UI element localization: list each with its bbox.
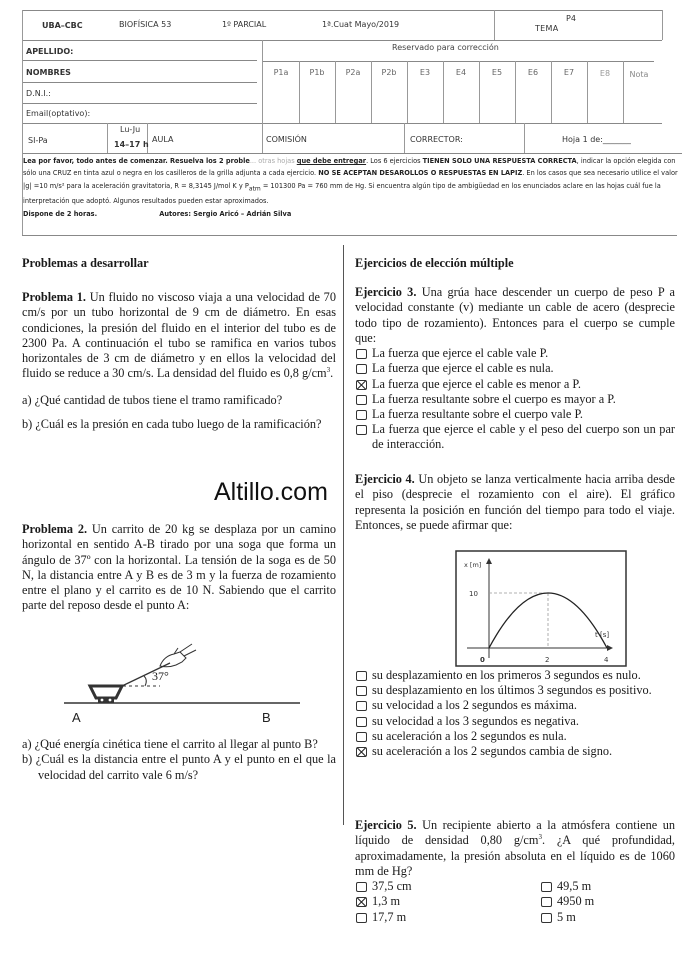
divider <box>494 10 495 40</box>
divider <box>22 103 257 104</box>
checked-box-icon[interactable] <box>356 897 367 907</box>
ej3-option-5[interactable] <box>355 407 675 422</box>
ej4-option-1[interactable] <box>355 668 675 683</box>
option-text: La fuerza resultante sobre el cuerpo es mayor a P. <box>372 391 616 406</box>
x-tick-4: 4 <box>604 656 609 664</box>
checkbox-icon[interactable] <box>356 364 367 374</box>
divider <box>22 40 662 41</box>
superscript: 3 <box>326 366 331 375</box>
ej4-option-6[interactable] <box>355 744 675 759</box>
divider <box>551 61 552 123</box>
ejercicio-4-label: Ejercicio 4. <box>355 472 415 486</box>
email-field[interactable] <box>112 106 257 122</box>
problema-2-text: Un carrito de 20 kg se desplaza por un camino horizontal en sentido A-B tirado por una soga que forma un ángulo de 37º con la horizontal. La tensión de la soga es de 50 N, la distancia entre A y B es de 3 m y la fuerza de rozamiento entre el plano y el carrito es de 10 N. Sabiendo que el carrito parte del reposo desde el punto A: <box>22 522 336 613</box>
instructions-underline: que debe entregar <box>296 157 367 165</box>
divider <box>22 82 257 83</box>
grade-col-e8: E8 <box>599 69 611 78</box>
divider <box>299 61 300 123</box>
tema-value: P4 <box>566 14 576 23</box>
divider <box>262 40 263 153</box>
option-text: su aceleración a los 2 segundos cambia de signo. <box>372 744 613 759</box>
checkbox-icon[interactable] <box>356 913 367 923</box>
x-axis-label: t [s] <box>595 631 610 639</box>
option-text: su desplazamiento en los últimos 3 segundos es positivo. <box>372 683 652 698</box>
ejercicio-4-text: Un objeto se lanza verticalmente hacia arriba desde el piso (desprecie el rozamiento con el aire). El gráfico representa la posición en función del tiempo para todo el viaje. Entonces, se puede afirmar que: <box>355 472 676 532</box>
checkbox-icon[interactable] <box>356 701 367 711</box>
checkbox-icon[interactable] <box>356 717 367 727</box>
option-text: 4950 m <box>557 894 595 909</box>
grade-col-p1b: P1b <box>309 68 325 77</box>
option-text: su velocidad a los 3 segundos es negativa. <box>372 713 579 728</box>
option-text: su velocidad a los 2 segundos es máxima. <box>372 698 577 713</box>
checkbox-icon[interactable] <box>356 349 367 359</box>
divider <box>524 123 525 153</box>
grade-col-e5: E5 <box>491 68 503 77</box>
problema-2-label: Problema 2. <box>22 522 88 536</box>
point-b-label: B <box>262 710 271 725</box>
ej4-option-2[interactable] <box>355 683 675 698</box>
instructions-no-pencil: NO SE ACEPTAN DESAROLLOS O RESPUESTAS EN LAPIZ <box>318 169 523 178</box>
ejercicio-5-text: Un recipiente abierto a la atmósfera contiene un líquido de densidad 0,80 g/cm <box>355 818 675 848</box>
point-a-label: A <box>72 710 81 725</box>
option-text: 37,5 cm <box>372 879 412 894</box>
cart-diagram <box>60 638 310 728</box>
comision-label: COMISIÓN <box>266 135 307 144</box>
y-axis-label: x [m] <box>464 561 482 569</box>
grade-col-nota: Nota <box>629 70 649 79</box>
ej5-option-6[interactable] <box>540 910 680 925</box>
days: Lu-Ju <box>120 125 141 134</box>
instructions-text: , indicar la opción elegida con sólo una CRUZ en tinta azul o negra en los casilleros de la grilla adjunta a cada ejercicio. <box>23 157 676 178</box>
checked-box-icon[interactable] <box>356 380 367 390</box>
ejercicio-3 <box>355 285 675 453</box>
ej4-option-4[interactable] <box>355 714 675 729</box>
instructions-intro: Lea por favor, todo antes de comenzar. Resuelva los 2 proble <box>23 157 250 165</box>
divider <box>407 61 408 123</box>
hours: 14–17 h <box>114 140 149 149</box>
grade-col-e4: E4 <box>455 68 467 77</box>
grade-col-e6: E6 <box>527 68 539 77</box>
grade-col-p2b: P2b <box>381 68 397 77</box>
x-tick-2: 2 <box>545 656 550 664</box>
aula-label: AULA <box>152 135 174 144</box>
checkbox-icon[interactable] <box>541 882 552 892</box>
grade-col-p1a: P1a <box>273 68 289 77</box>
punctuation: . <box>330 366 334 381</box>
divider <box>262 61 654 62</box>
column-divider <box>343 245 344 825</box>
divider <box>335 61 336 123</box>
option-text: La fuerza que ejerce el cable es nula. <box>372 361 554 376</box>
problema-2-question-b: b) ¿Cuál es la distancia entre el punto A y el punto en el que la velocidad del carrito vale 6 m/s? <box>22 752 336 782</box>
divider <box>22 10 662 11</box>
checkbox-icon[interactable] <box>356 882 367 892</box>
superscript: 3 <box>538 833 542 842</box>
divider <box>443 61 444 123</box>
ejercicio-4-options <box>355 668 675 759</box>
dni-field[interactable] <box>82 85 257 101</box>
duration: Dispone de 2 horas. <box>23 209 98 218</box>
option-text: La fuerza que ejerce el cable es menor a P. <box>372 376 581 391</box>
option-text: La fuerza resultante sobre el cuerpo vale P. <box>372 407 583 421</box>
ej3-option-3[interactable] <box>355 377 675 392</box>
checked-box-icon[interactable] <box>356 747 367 757</box>
reserved-label: Reservado para corrección <box>392 43 499 52</box>
divider <box>587 61 588 123</box>
sede: SI-Pa <box>28 136 48 145</box>
option-text: La fuerza que ejerce el cable vale P. <box>372 346 549 361</box>
instructions-text: . En los casos que sea necesario utilice el valor |g| =10 m/s² para la aceleración gravitatoria, R = 8,3145 J/mol K y P <box>23 169 678 190</box>
problema-1-question-b: b) ¿Cuál es la presión en cada tubo luego de la ramificación? <box>22 417 322 432</box>
grade-col-e3: E3 <box>419 68 431 77</box>
ejercicio-4 <box>355 472 675 533</box>
ej5-option-1[interactable] <box>355 879 540 894</box>
checkbox-icon[interactable] <box>356 410 367 420</box>
grade-col-p2a: P2a <box>345 68 361 77</box>
tema-label: TEMA <box>535 24 559 33</box>
option-text: 49,5 m <box>557 879 592 894</box>
instructions-text: = 101300 Pa = 760 mm de Hg. Si encuentra algún tipo de ambigüedad en los enunciados aclare en las hojas cuál fue la interpretación que adoptó. Algunos resultados pueden estar aproximados. <box>23 181 661 206</box>
ejercicio-5-text: . ¿A qué profundidad, aproximadamente, la presión absoluta en el líquido es de 1060 mm de Hg? <box>355 833 675 878</box>
divider <box>662 10 663 40</box>
authors: Autores: Sergio Aricó – Adrián Silva <box>159 209 292 218</box>
option-text: su desplazamiento en los primeros 3 segundos es nulo. <box>372 668 641 682</box>
option-text: La fuerza que ejerce el cable y el peso del cuerpo son un par de interacción. <box>372 422 675 452</box>
checkbox-icon[interactable] <box>541 913 552 923</box>
option-text: 5 m <box>557 909 576 924</box>
section-title-problems: Problemas a desarrollar <box>22 256 149 270</box>
nombres-field[interactable] <box>112 64 257 80</box>
divider <box>515 61 516 123</box>
divider <box>22 123 662 124</box>
instructions-sub: atm <box>248 184 261 192</box>
watermark: Altillo.com <box>214 478 328 506</box>
ej4-option-5[interactable] <box>355 729 675 744</box>
multiple-choice-section <box>355 256 675 271</box>
y-tick-10: 10 <box>469 590 478 598</box>
option-text: 17,7 m <box>372 909 407 924</box>
nombres-label: NOMBRES <box>26 68 71 77</box>
ej5-option-5[interactable] <box>355 910 540 925</box>
problema-1-text: Un fluido no viscoso viaja a una velocidad de 70 cm/s por un tubo horizontal de 9 cm de diámetro. En esas condiciones, la presión del fluido en el interior del tubo es de 2300 Pa. A continuación el tubo se ramifica en varios tubos horizontales de 3 cm de diámetro y en ellos la velocidad del fluido se reduce a 30 cm/s. La densidad del fluido es 0,8 g/cm <box>22 290 336 381</box>
divider <box>22 235 677 236</box>
divider <box>107 123 108 153</box>
ej3-option-6[interactable] <box>355 422 675 452</box>
instructions <box>23 155 683 220</box>
angle-label: 37° <box>152 669 169 683</box>
ej5-option-4[interactable] <box>540 894 680 909</box>
ejercicio-5 <box>355 818 675 925</box>
subject: BIOFÍSICA 53 <box>119 20 172 29</box>
apellido-field[interactable] <box>112 44 257 60</box>
divider <box>404 123 405 153</box>
problema-1-question-a: a) ¿Qué cantidad de tubos tiene el tramo ramificado? <box>22 392 283 407</box>
problems-section <box>22 256 336 271</box>
ej3-option-2[interactable] <box>355 361 675 376</box>
option-text: 1,3 m <box>372 894 401 909</box>
ej4-option-3[interactable] <box>355 698 675 713</box>
ejercicio-5-label: Ejercicio 5. <box>355 818 417 832</box>
ej5-option-2[interactable] <box>540 879 680 894</box>
exam-name: 1º PARCIAL <box>222 20 267 29</box>
problema-2-question-a: a) ¿Qué energía cinética tiene el carrito al llegar al punto B? <box>22 737 318 751</box>
divider <box>623 61 624 123</box>
checkbox-icon[interactable] <box>356 732 367 742</box>
section-title-multiple-choice: Ejercicios de elección múltiple <box>355 256 514 270</box>
option-text: su aceleración a los 2 segundos es nula. <box>372 728 567 743</box>
divider <box>479 61 480 123</box>
instructions-faint: ... otras hojas <box>249 157 297 165</box>
hoja-label: Hoja 1 de:_______ <box>562 135 631 144</box>
divider <box>22 60 257 61</box>
instructions-caps: TIENEN SOLO UNA RESPUESTA CORRECTA <box>422 157 577 165</box>
ejercicio-3-text: Una grúa hace descender un cuerpo de peso P a velocidad constante (v) mediante un cable de acero (desprecie todo tipo de rozamiento). Entonces para el cuerpo se cumple que: <box>355 285 676 345</box>
divider <box>371 61 372 123</box>
problema-1 <box>22 290 336 432</box>
checkbox-icon[interactable] <box>356 425 367 435</box>
grade-col-e7: E7 <box>563 68 575 77</box>
apellido-label: APELLIDO: <box>26 47 74 56</box>
x-tick-0: 0 <box>480 656 485 664</box>
checkbox-icon[interactable] <box>356 686 367 696</box>
institution: UBA–CBC <box>42 21 83 30</box>
ejercicio-3-label: Ejercicio 3. <box>355 285 417 299</box>
ej5-options-grid <box>355 879 675 925</box>
checkbox-icon[interactable] <box>356 395 367 405</box>
ej3-option-1[interactable] <box>355 346 675 361</box>
instructions-text: . Los 6 ejercicios <box>366 157 423 165</box>
dni-label: D.N.I.: <box>26 89 51 98</box>
corrector-label: CORRECTOR: <box>410 135 463 144</box>
email-label: Email(optativo): <box>26 109 91 118</box>
term: 1ª.Cuat Mayo/2019 <box>322 20 400 29</box>
problema-1-label: Problema 1. <box>22 290 86 304</box>
checkbox-icon[interactable] <box>541 897 552 907</box>
position-time-graph <box>455 550 627 667</box>
ej5-option-3[interactable] <box>355 894 540 909</box>
problema-2-questions <box>22 737 336 783</box>
ej3-option-4[interactable] <box>355 392 675 407</box>
problema-2 <box>22 522 336 614</box>
checkbox-icon[interactable] <box>356 671 367 681</box>
divider <box>22 153 682 154</box>
